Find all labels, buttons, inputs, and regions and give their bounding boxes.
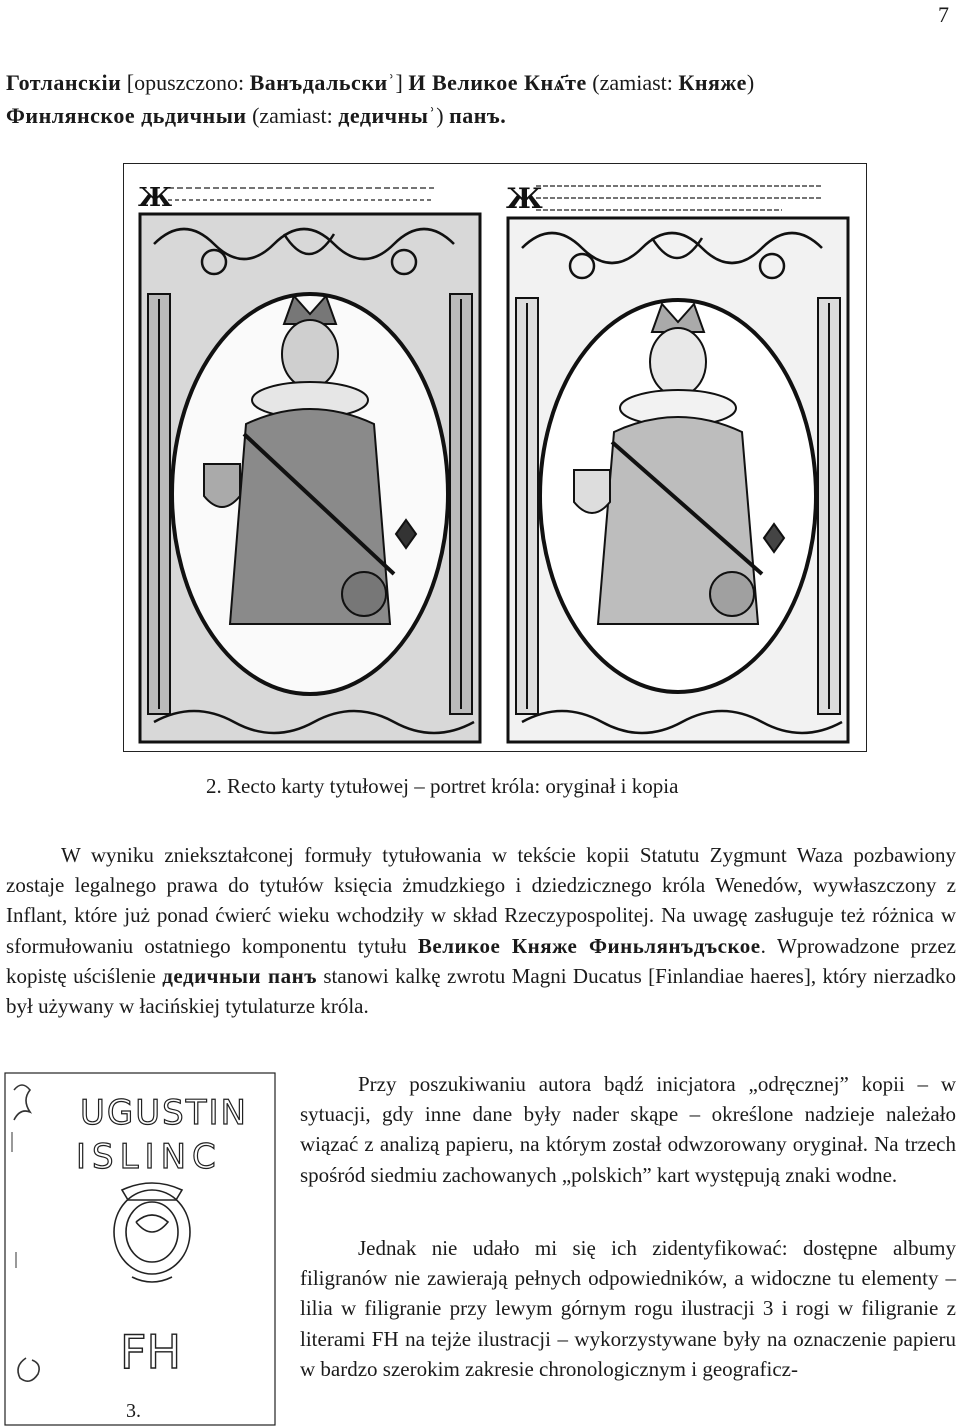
figure-3-watermarks <box>4 1072 276 1426</box>
heading-text-6: ) <box>436 103 450 128</box>
heading-cyrillic-5: Финлянское дьдичныи <box>6 103 247 128</box>
paragraph-1-text-a: W wyniku zniekształconej formuły tytułowania w tekście kopii Statutu Zygmunt Waza pozbawiony zostaje legalnego prawa do tytułów księcia żmudzkiego i dziedzicznego króla Wenedów, wywłaszczony z Inflant, które już ponad ćwierć wieku wchodziły w skład Rzeczypospolitej. Na uwagę zasługuje też różnica w sformułowaniu ostatniego komponentu tytułu <box>6 843 956 958</box>
portrait-original <box>134 174 486 744</box>
paragraph-2: Przy poszukiwaniu autora bądź inicjatora „odręcznej” kopii – w sytuacji, gdy inne dane były nader skąpe – określone nadzieje należało wiązać z analizą papieru, na którym został odwzorowany oryginał. Na trzech spośród siedmiu zachowanych „polskich” kart występują znaki wodne. <box>300 1072 956 1187</box>
figure-2-caption: 2. Recto karty tytułowej – portret króla: oryginał i kopia <box>206 774 679 798</box>
paragraph-1-cyrillic-a: Великое Княже Финьлянъдъское <box>417 933 761 958</box>
watermark-text-line-1: UGUSTIN <box>80 1093 248 1133</box>
heading-text-2: ] <box>395 70 409 95</box>
heading-cyrillic-3: И Великое Кнѧ҃те <box>408 70 587 95</box>
paragraph-1-text-c: stanowi kalkę zwrotu Magni Ducatus [Finlandiae haeres], który nierzadko był używany w łacińskiej tytulaturze króla. <box>6 963 956 1019</box>
watermark-text-line-2: ISLINC <box>76 1137 222 1177</box>
coat-of-arms <box>204 464 240 507</box>
heading-cyrillic-6: дедичныʾ <box>338 103 437 128</box>
figure-3-caption: 3. <box>126 1400 141 1422</box>
paragraph-3: Jednak nie udało mi się ich zidentyfikować: dostępne albumy filigranów nie zawierają pełnych odpowiedników, a widoczne tu elementy – lilia w filigranie przy lewym górnym rogu ilustracji 3 i rogi w filigranie z literami FH na tejże ilustracji – wykorzystywane były na oznaczenie papieru w bardzo szerokim zakresie chronologicznym i geograficz- <box>300 1236 956 1381</box>
letter-zh-left: Ж <box>138 183 173 213</box>
paragraph-1-cyrillic-b: дедичныи панъ <box>162 963 317 988</box>
paragraph-1 <box>6 840 956 1021</box>
portrait-copy <box>502 174 854 744</box>
heading-title-formula <box>6 66 956 132</box>
heading-cyrillic-2: Ванъдальскиʾ <box>249 70 396 95</box>
heading-cyrillic-1: Готланскiи <box>6 70 122 95</box>
page-number: 7 <box>938 2 949 27</box>
coat-of-arms <box>574 470 610 513</box>
heading-cyrillic-4: Княже <box>678 70 747 95</box>
heading-text-4: ) <box>746 70 755 95</box>
figure-2-portraits <box>123 163 867 752</box>
inscription-lines <box>168 188 434 200</box>
watermark-letters-fh: FH <box>120 1325 182 1379</box>
heading-text-3: (zamiast: <box>586 70 679 95</box>
heading-text-1: [opuszczono: <box>121 70 250 95</box>
heading-text-5: (zamiast: <box>246 103 339 128</box>
letter-zh-right: Ж <box>506 182 543 215</box>
heading-cyrillic-7: панъ. <box>449 103 507 128</box>
paragraph-1-text-b: . Wprowadzone przez kopistę uściślenie <box>6 933 956 988</box>
inscription-lines <box>536 186 822 210</box>
